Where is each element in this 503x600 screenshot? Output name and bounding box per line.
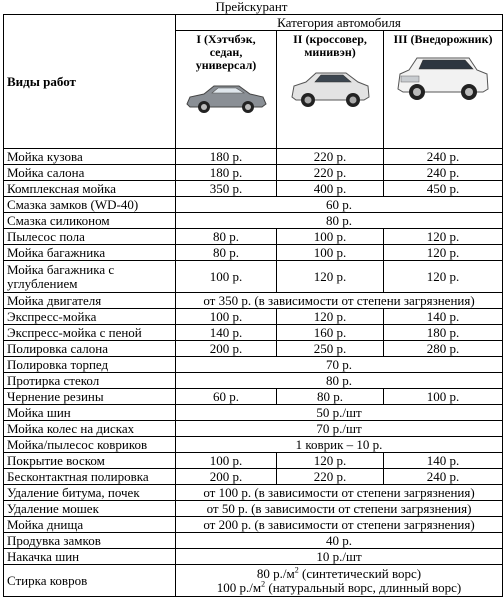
crossover-car-icon [288,65,372,109]
service-name: Продувка замков [4,533,176,549]
service-name: Мойка двигателя [4,293,176,309]
price-class-2: 100 р. [277,245,384,261]
table-row [4,245,503,261]
price-class-3: 450 р. [384,181,503,197]
category-header: Категория автомобиля [176,15,503,31]
table-row [4,213,503,229]
carpet-price-synthetic: 80 $р./м^2$ (синтетический ворс) [256,565,422,581]
price-class-2: 250 р. [277,341,384,357]
carpet-price-natural: 100 $р./м^2$ (натуральный ворс, длинный ворс) [216,579,462,595]
price-class-1: 180 р. [176,149,277,165]
price-class-2: 80 р. [277,389,384,405]
price-class-3: 120 р. [384,261,503,293]
price-class-1: 180 р. [176,165,277,181]
price-all-classes: 70 р./шт [176,421,503,437]
price-class-1: 80 р. [176,245,277,261]
class-iii-label: III (Внедорожник) [393,32,493,46]
price-all-classes: от 100 р. (в зависимости от степени загрязнения) [176,485,503,501]
service-name: Пылесос пола [4,229,176,245]
table-row [4,261,503,293]
price-class-3: 240 р. [384,469,503,485]
price-class-3: 280 р. [384,341,503,357]
class-ii-header [277,31,384,149]
price-class-2: 400 р. [277,181,384,197]
table-row [4,293,503,309]
service-name: Накачка шин [4,549,176,565]
table-row [4,469,503,485]
price-class-1: 100 р. [176,261,277,293]
service-name: Мойка кузова [4,149,176,165]
price-all-classes: 10 р./шт [176,549,503,565]
price-class-2: 220 р. [277,149,384,165]
price-class-3: 140 р. [384,453,503,469]
price-all-classes: 1 коврик – 10 р. [176,437,503,453]
price-all-classes: от 350 р. (в зависимости от степени загрязнения) [176,293,503,309]
price-class-1: 80 р. [176,229,277,245]
sedan-car-icon [184,78,268,116]
service-name: Бесконтактная полировка [4,469,176,485]
service-name: Удаление битума, почек [4,485,176,501]
service-name: Удаление мошек [4,501,176,517]
price-class-2: 120 р. [277,309,384,325]
table-row [4,453,503,469]
table-row [4,533,503,549]
table-row [4,149,503,165]
price-class-1: 200 р. [176,469,277,485]
table-row [4,437,503,453]
price-class-2: 100 р. [277,229,384,245]
service-name: Мойка багажника с углублением [4,261,176,293]
price-class-2: 220 р. [277,469,384,485]
price-rows [4,149,503,565]
price-table [3,14,503,597]
price-class-1: 60 р. [176,389,277,405]
price-all-classes: 60 р. [176,197,503,213]
table-row [4,229,503,245]
service-name: Мойка колес на дисках [4,421,176,437]
table-row [4,565,503,597]
price-class-3: 120 р. [384,229,503,245]
price-class-1: 100 р. [176,453,277,469]
service-name: Мойка багажника [4,245,176,261]
price-all-classes: 50 р./шт [176,405,503,421]
price-class-2: 220 р. [277,165,384,181]
price-class-1: 140 р. [176,325,277,341]
table-row [4,197,503,213]
table-row [4,517,503,533]
table-row [4,357,503,373]
table-row [4,325,503,341]
price-all-classes: от 200 р. (в зависимости от степени загрязнения) [176,517,503,533]
price-class-1: 350 р. [176,181,277,197]
price-class-3: 140 р. [384,309,503,325]
service-name: Экспресс-мойка [4,309,176,325]
table-row [4,373,503,389]
service-name: Стирка ковров [4,565,176,597]
table-row [4,421,503,437]
price-all-classes: 40 р. [176,533,503,549]
table-row [4,549,503,565]
price-all-classes: 70 р. [176,357,503,373]
table-row [4,309,503,325]
class-i-label: I (Хэтчбэк, седан, универсал) [195,32,257,72]
price-class-3: 120 р. [384,245,503,261]
price-all-classes: 80 р. [176,373,503,389]
service-name: Покрытие воском [4,453,176,469]
service-name: Протирка стекол [4,373,176,389]
price-class-1: 100 р. [176,309,277,325]
price-class-2: 120 р. [277,453,384,469]
price-all-classes: от 50 р. (в зависимости от степени загрязнения) [176,501,503,517]
service-name: Полировка торпед [4,357,176,373]
service-name: Комплексная мойка [4,181,176,197]
suv-car-icon [395,52,491,102]
service-name: Смазка силиконом [4,213,176,229]
service-name: Мойка шин [4,405,176,421]
price-all-classes: 80 р. [176,213,503,229]
service-name: Чернение резины [4,389,176,405]
carpet-prices [176,565,503,597]
price-class-1: 200 р. [176,341,277,357]
table-row [4,181,503,197]
service-name: Полировка салона [4,341,176,357]
table-row [4,341,503,357]
table-row [4,389,503,405]
price-class-2: 120 р. [277,261,384,293]
service-name: Мойка/пылесос ковриков [4,437,176,453]
price-class-3: 240 р. [384,149,503,165]
price-class-3: 100 р. [384,389,503,405]
price-class-3: 180 р. [384,325,503,341]
service-name: Экспресс-мойка с пеной [4,325,176,341]
table-row [4,405,503,421]
class-iii-header [384,31,503,149]
price-class-2: 160 р. [277,325,384,341]
service-name: Смазка замков (WD-40) [4,197,176,213]
class-ii-label: II (кроссовер, минивэн) [293,32,367,59]
class-i-header [176,31,277,149]
price-class-3: 240 р. [384,165,503,181]
works-column-header: Виды работ [4,15,176,149]
table-row [4,165,503,181]
price-list-title: Прейскурант [215,0,288,14]
table-row [4,501,503,517]
service-name: Мойка днища [4,517,176,533]
table-row [4,485,503,501]
service-name: Мойка салона [4,165,176,181]
